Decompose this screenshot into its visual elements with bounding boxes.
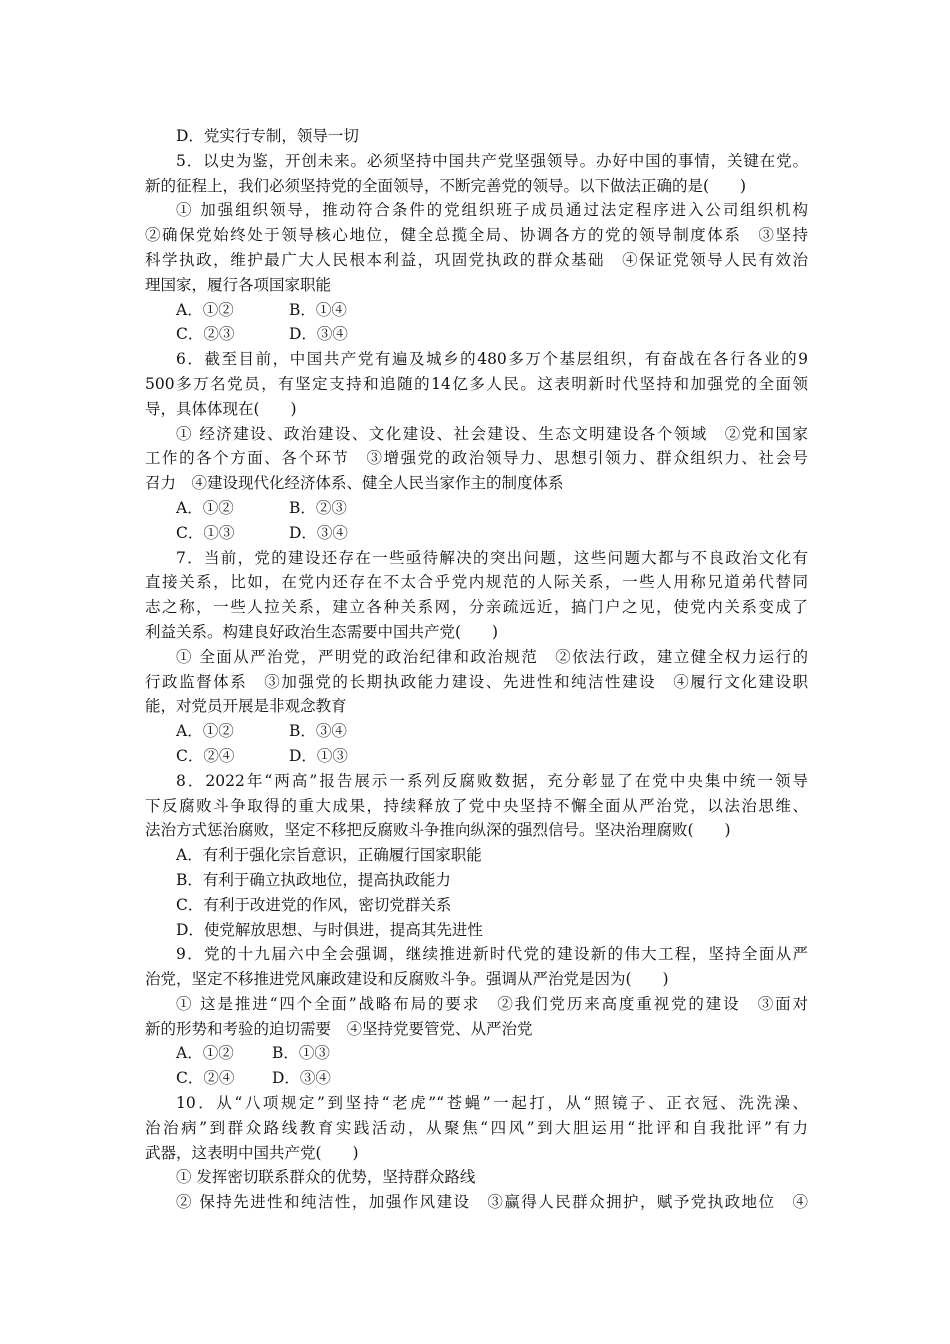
q8-option-b: B．有利于确立执政地位，提高执政能力: [176, 870, 451, 889]
q6-stem-line-1: 6．截至目前，中国共产党有遍及城乡的480多万个基层组织，有奋战在各行各业的9: [176, 350, 808, 369]
q8-option-c: C．有利于改进党的作风，密切党群关系: [176, 895, 452, 914]
q7-option-d: D．①③: [289, 746, 348, 765]
q5-option-b: B．①④: [289, 300, 347, 319]
q6-options-row-2: [145, 521, 808, 546]
q8-option-a: A．有利于强化宗旨意识，正确履行国家职能: [176, 846, 482, 865]
q10-statements-line-1: ① 发挥密切联系群众的优势，坚持群众路线: [176, 1168, 476, 1187]
q5-option-c: C．②③: [176, 325, 235, 344]
q6-statements-line-3: 召力 ④建设现代化经济体系、健全人民当家作主的制度体系: [145, 474, 564, 493]
q6-statements-line-2: 工作的各个方面、各个环节 ③增强党的政治领导力、思想引领力、群众组织力、社会号: [145, 449, 808, 468]
q7-option-a: A．①②: [176, 722, 234, 741]
q6-options-row-1: [145, 496, 808, 521]
q8-stem-line-3: 法治方式惩治腐败，坚定不移把反腐败斗争推向纵深的强烈信号。坚决治理腐败( ): [145, 821, 731, 840]
q5-statements-line-3: 科学执政，维护最广大人民根本利益，巩固党执政的群众基础 ④保证党领导人民有效治: [145, 250, 808, 269]
q10-stem-line-1: 10．从“八项规定”到坚持“老虎”“苍蝇”一起打，从“照镜子、正衣冠、洗洗澡、: [176, 1094, 808, 1113]
q8-stem-line-1: 8．2022年“两高”报告展示一系列反腐败数据，充分彰显了在党中央集中统一领导: [176, 771, 808, 790]
q9-option-b: B．①③: [272, 1044, 330, 1063]
q6-option-a: A．①②: [176, 498, 234, 517]
q6-statements-line-1: ① 经济建设、政治建设、文化建设、社会建设、生态文明建设各个领域 ②党和国家: [176, 424, 808, 443]
q7-options-row-2: [145, 744, 808, 769]
q7-statements-line-2: 行政监督体系 ③加强党的长期执政能力建设、先进性和纯洁性建设 ④履行文化建设职: [145, 672, 808, 691]
q6-stem-line-3: 导，具体体现在( ): [145, 399, 297, 418]
q7-stem-line-1: 7．当前，党的建设还存在一些亟待解决的突出问题，这些问题大都与不良政治文化有: [176, 548, 808, 567]
q7-stem-line-4: 利益关系。构建良好政治生态需要中国共产党( ): [145, 622, 499, 641]
q7-option-b: B．③④: [289, 722, 347, 741]
q9-option-d: D．③④: [272, 1069, 331, 1088]
q9-stem-line-1: 9．党的十九届六中全会强调，继续推进新时代党的建设新的伟大工程，坚持全面从严: [176, 945, 808, 964]
q5-statements-line-4: 理国家，履行各项国家职能: [145, 275, 332, 294]
q6-option-d: D．③④: [289, 523, 348, 542]
q7-option-c: C．②④: [176, 746, 235, 765]
q9-statements-line-2: 新的形势和考验的迫切需要 ④坚持党要管党、从严治党: [145, 1019, 533, 1038]
q10-statements-line-2: ② 保持先进性和纯洁性，加强作风建设 ③赢得人民群众拥护，赋予党执政地位 ④: [176, 1193, 808, 1212]
q9-option-a: A．①②: [176, 1044, 234, 1063]
q6-option-c: C．①③: [176, 523, 235, 542]
q7-options-row-1: [145, 719, 808, 744]
q4-option-d: D．党实行专制，领导一切: [176, 127, 359, 145]
q7-stem-line-2: 直接关系，比如，在党内还存在不太合乎党内规范的人际关系，一些人用称兄道弟代替同: [145, 573, 808, 592]
q8-option-d: D．使党解放思想、与时俱进，提高其先进性: [176, 920, 483, 939]
q9-options-row-2: [145, 1066, 808, 1091]
q5-statements-line-2: ②确保党始终处于领导核心地位，健全总揽全局、协调各方的党的领导制度体系 ③坚持: [145, 226, 808, 245]
q10-stem-line-2: 治治病”到群众路线教育实践活动，从聚焦“四风”到大胆运用“批评和自我批评”有力: [145, 1118, 808, 1137]
q5-option-a: A．①②: [176, 300, 234, 319]
q5-stem-line-2: 新的征程上，我们必须坚持党的全面领导，不断完善党的领导。以下做法正确的是( ): [145, 176, 747, 195]
q9-options-row-1: [145, 1041, 808, 1066]
q5-option-d: D．③④: [289, 325, 348, 344]
q6-stem-line-2: 500多万名党员，有坚定支持和追随的14亿多人民。这表明新时代坚持和加强党的全面领: [145, 374, 808, 393]
q8-stem-line-2: 下反腐败斗争取得的重大成果，持续释放了党中央坚持不懈全面从严治党，以法治思维、: [145, 796, 808, 815]
q7-statements-line-3: 能，对党员开展是非观念教育: [145, 697, 347, 716]
q9-statements-line-1: ① 这是推进“四个全面”战略布局的要求 ②我们党历来高度重视党的建设 ③面对: [176, 994, 808, 1013]
q5-statements-line-1: ① 加强组织领导，推动符合条件的党组织班子成员通过法定程序进入公司组织机构: [176, 201, 808, 220]
q5-stem-line-1: 5．以史为鉴，开创未来。必须坚持中国共产党坚强领导。办好中国的事情，关键在党。: [176, 151, 808, 170]
exam-page: [145, 124, 808, 1215]
q9-stem-line-2: 治党，坚定不移推进党风廉政建设和反腐败斗争。强调从严治党是因为( ): [145, 970, 669, 989]
q7-statements-line-1: ① 全面从严治党，严明党的政治纪律和政治规范 ②依法行政，建立健全权力运行的: [176, 647, 808, 666]
q6-option-b: B．②③: [289, 498, 347, 517]
q7-stem-line-3: 志之称，一些人拉关系，建立各种关系网，分亲疏远近，搞门户之见，使党内关系变成了: [145, 598, 808, 617]
q10-stem-line-3: 武器，这表明中国共产党( ): [145, 1143, 359, 1162]
q9-option-c: C．②④: [176, 1069, 235, 1088]
q5-options-row-2: [145, 322, 808, 347]
q5-options-row-1: [145, 298, 808, 323]
